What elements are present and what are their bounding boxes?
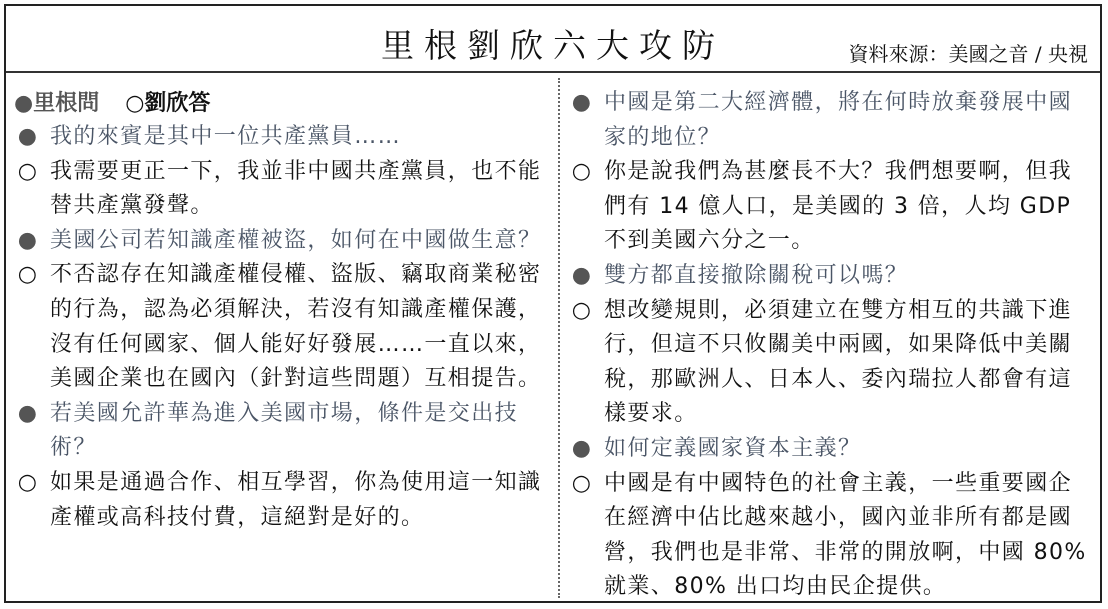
answer-item bbox=[568, 155, 1090, 259]
answer-text: 如果是通過合作、相互學習，你為使用這一知識產權或高科技付費，這絕對是好的。 bbox=[50, 469, 542, 530]
answer-text: 不否認存在知識產權侵權、盜版、竊取商業秘密的行為，認為必須解決，若沒有知識產權保護，沒有任何國家、個人能好好發展……一直以來，美國企業也在國內（針對這些問題）互相提告。 bbox=[50, 262, 542, 392]
answer-bullet-icon: ○ bbox=[571, 297, 593, 323]
answer-text: 我需要更正一下，我並非中國共產黨員，也不能替共產黨發聲。 bbox=[50, 158, 542, 219]
answer-bullet-icon: ○ bbox=[571, 470, 593, 496]
answer-text: 想改變規則，必須建立在雙方相互的共識下進行，但這不只攸關美中兩國，如果降低中美關稅，那歐洲人、日本人、委內瑞拉人都會有這樣要求。 bbox=[604, 297, 1073, 427]
question-text: 我的來賓是其中一位共產黨員…… bbox=[50, 124, 402, 149]
question-text: 中國是第二大經濟體，將在何時放棄發展中國家的地位？ bbox=[604, 90, 1073, 150]
answer-item bbox=[14, 258, 546, 396]
column-divider bbox=[558, 78, 560, 598]
legend bbox=[14, 86, 546, 120]
answer-item bbox=[14, 155, 546, 224]
answer-item bbox=[568, 467, 1090, 605]
question-text: 美國公司若知識產權被盜，如何在中國做生意？ bbox=[50, 227, 542, 253]
infographic-panel bbox=[4, 4, 1102, 603]
answer-text: 你是說我們為甚麼長不大？我們想要啊，但我們有 14 億人口，是美國的 3 倍，人均 GDP 不到美國六分之一。 bbox=[604, 159, 1073, 254]
question-item bbox=[568, 86, 1090, 155]
source-note: 資料來源：美國之音 / 央視 bbox=[848, 42, 1088, 66]
question-item bbox=[14, 224, 546, 259]
question-bullet-icon: ● bbox=[571, 262, 593, 288]
header bbox=[6, 6, 1100, 66]
right-column bbox=[568, 86, 1090, 605]
question-item bbox=[14, 120, 546, 155]
question-bullet-icon: ● bbox=[17, 227, 39, 253]
question-bullet-icon: ● bbox=[17, 124, 39, 149]
question-item bbox=[568, 259, 1090, 294]
answer-bullet-icon: ○ bbox=[17, 262, 39, 288]
answer-bullet-icon: ○ bbox=[571, 159, 593, 185]
question-bullet-icon: ● bbox=[571, 90, 593, 115]
question-item bbox=[14, 397, 546, 466]
question-bullet-icon: ● bbox=[17, 400, 39, 426]
answer-bullet-icon: ○ bbox=[17, 469, 39, 495]
question-text: 雙方都直接撤除關稅可以嗎？ bbox=[604, 262, 909, 288]
question-text: 如何定義國家資本主義？ bbox=[604, 435, 862, 461]
left-column bbox=[14, 86, 546, 535]
question-text: 若美國允許華為進入美國市場，條件是交出技術？ bbox=[50, 400, 519, 461]
question-item bbox=[568, 432, 1090, 467]
answer-item bbox=[14, 466, 546, 535]
answer-bullet-icon: ○ bbox=[17, 158, 39, 184]
header-divider bbox=[6, 71, 1100, 73]
page-title: 里根劉欣六大攻防 bbox=[381, 26, 725, 65]
legend-question: ●里根問 bbox=[14, 90, 100, 116]
legend-answer: ○劉欣答 bbox=[125, 90, 211, 116]
question-bullet-icon: ● bbox=[571, 435, 593, 461]
answer-item bbox=[568, 294, 1090, 432]
answer-text: 中國是有中國特色的社會主義，一些重要國企在經濟中佔比越來越小，國內並非所有都是國營，我們也是非常、非常的開放啊，中國 80% 就業、80% 出口均由民企提供。 bbox=[604, 470, 1087, 600]
